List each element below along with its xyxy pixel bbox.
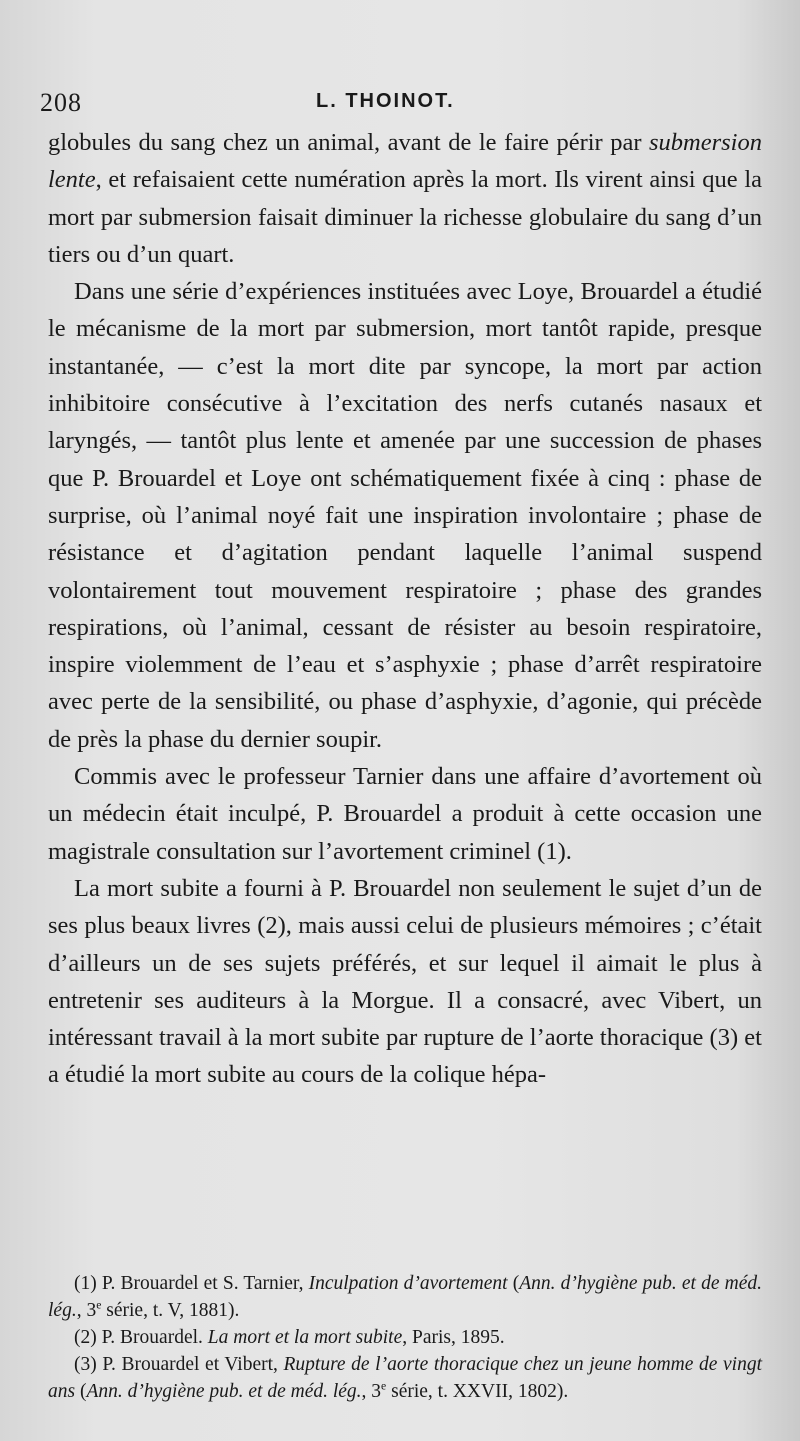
paragraph-abortion-consultation: Commis avec le professeur Tarnier dans une affaire d’avortement où un médecin était inculpé, P. Brouardel a produit à cette occasion une magistrale consultation sur l’avortement criminel (1). [48, 763, 762, 865]
footnote-journal: Ann. d’hygiène pub. et de méd. lég. [48, 1273, 762, 1321]
footnote-text: , 3 [76, 1300, 97, 1321]
footnote-text: série, t. XXVII, 1802). [386, 1381, 569, 1402]
footnote-text: (3) P. Brouardel et Vibert, [74, 1354, 284, 1375]
footnote-3 [48, 1351, 762, 1405]
page-number: 208 [40, 88, 82, 117]
paragraph-continued [48, 124, 762, 273]
footnote-text: , Paris, 1895. [402, 1327, 505, 1348]
footnote-2 [48, 1324, 762, 1351]
running-head: L. THOINOT. [316, 90, 455, 112]
footnote-text: ( [507, 1273, 520, 1294]
paragraph-submersion-experiments: Dans une série d’expériences instituées avec Loye, Brouardel a étudié le mécanisme de la mort par submersion, mort tantôt rapide, presque instantanée, — c’est la mort dite par syncope, la mort par action inhibitoire consécutive à l’excitation des nerfs cutanés nasaux et laryngés, — tantôt plus lente et amenée par une succession de phases que P. Brouardel et Loye ont schématiquement fixée à cinq : phase de surprise, où l’animal noyé fait une inspiration involontaire ; phase de résistance et d’agitation pendant laquelle l’animal suspend volontairement tout mouvement respiratoire ; phase des grandes respirations, où l’animal, cessant de résister au besoin respiratoire, inspire violemment de l’eau et s’asphyxie ; phase d’arrêt respiratoire avec perte de la sensibilité, ou phase d’asphyxie, d’agonie, qui précède de près la phase du dernier soupir. [48, 278, 762, 753]
italic-term: submersion lente [48, 129, 762, 194]
paragraph-text: , et refaisaient cette numération après la mort. Ils virent ainsi que la mort par submersion faisait diminuer la richesse globulaire du sang d’un tiers ou d’un quart. [48, 166, 762, 268]
footnote-text: (2) P. Brouardel. [74, 1327, 208, 1348]
footnote-text: série, t. V, 1881). [101, 1300, 240, 1321]
page-header [40, 88, 760, 124]
footnote-text: , 3 [361, 1381, 382, 1402]
footnote-1 [48, 1270, 762, 1324]
footnote-title: Rupture de l’aorte thoracique chez un jeune homme de vingt ans [48, 1354, 762, 1402]
footnote-title: La mort et la mort subite [207, 1327, 403, 1348]
footnote-text: (1) P. Brouardel et S. Tarnier, [74, 1273, 309, 1294]
footnote-superscript: e [96, 1298, 102, 1312]
footnote-text: ( [75, 1381, 87, 1402]
footnotes [48, 1270, 762, 1405]
paragraph-text: globules du sang chez un animal, avant de le faire périr par [48, 129, 650, 156]
footnote-superscript: e [381, 1379, 387, 1393]
footnote-title: Inculpation d’avortement [308, 1273, 508, 1294]
footnote-journal: Ann. d’hygiène pub. et de méd. lég. [86, 1381, 362, 1402]
paragraph-sudden-death: La mort subite a fourni à P. Brouardel non seulement le sujet d’un de ses plus beaux livres (2), mais aussi celui de plusieurs mémoires ; c’était d’ailleurs un de ses sujets préférés, et sur lequel il aimait le plus à entretenir ses auditeurs à la Morgue. Il a consacré, avec Vibert, un intéressant travail à la mort subite par rupture de l’aorte thoracique (3) et a étudié la mort subite au cours de la colique hépa- [48, 874, 762, 1089]
body-text [48, 124, 762, 1094]
